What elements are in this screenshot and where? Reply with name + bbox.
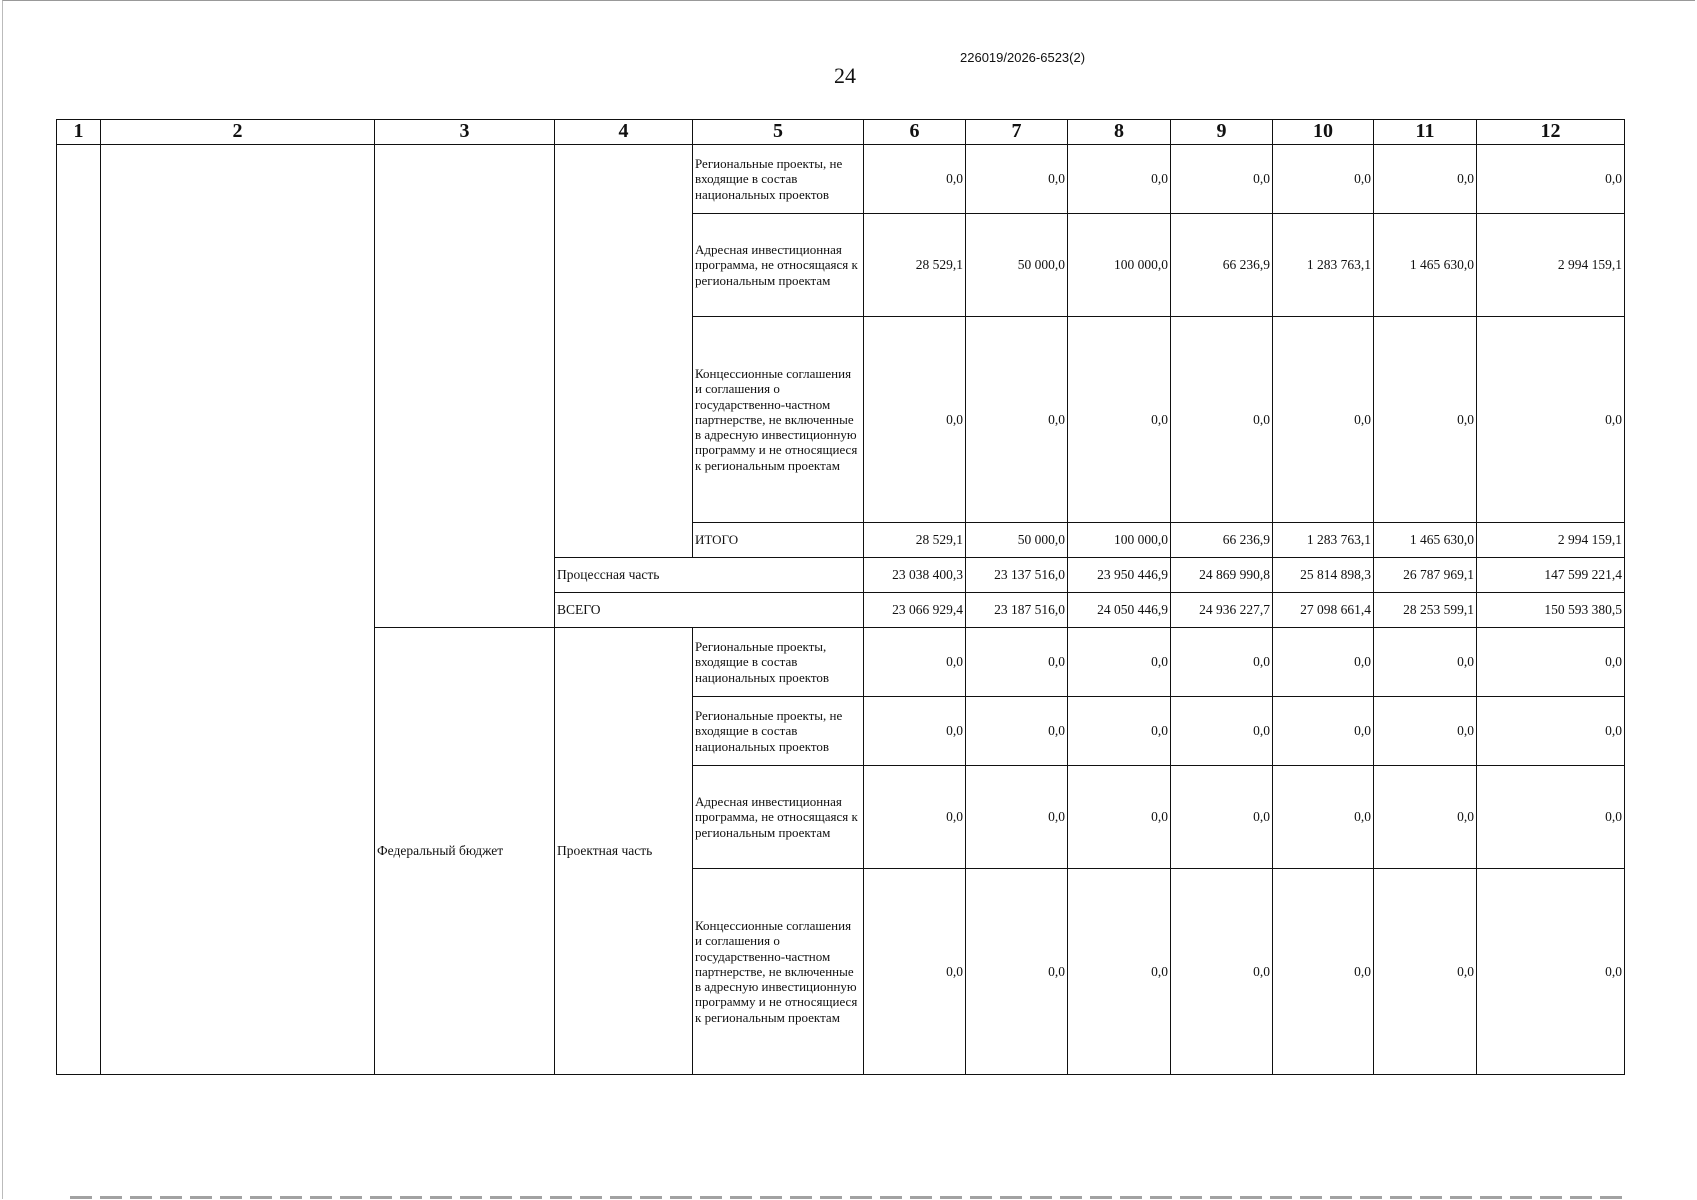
value-cell: 100 000,0 <box>1068 523 1171 558</box>
value-cell: 50 000,0 <box>966 214 1068 317</box>
header-cell: 8 <box>1068 120 1171 145</box>
value-cell: 0,0 <box>1374 628 1477 697</box>
project-part-label: Проектная часть <box>555 628 693 1075</box>
value-cell: 2 994 159,1 <box>1477 214 1625 317</box>
value-cell: 0,0 <box>1068 697 1171 766</box>
value-cell: 0,0 <box>966 317 1068 523</box>
value-cell: 0,0 <box>1068 628 1171 697</box>
header-cell: 6 <box>864 120 966 145</box>
row-label: Концессионные соглашения и соглашения о государственно-частном партнерстве, не включенные в адресную инвестиционную программу и не относящиеся к региональным проектам <box>693 869 864 1075</box>
process-part-label: Процессная часть <box>555 558 864 593</box>
row-label: Концессионные соглашения и соглашения о государственно-частном партнерстве, не включенные в адресную инвестиционную программу и не относящиеся к региональным проектам <box>693 317 864 523</box>
col1-cell <box>57 145 101 1075</box>
value-cell: 0,0 <box>864 628 966 697</box>
header-cell: 7 <box>966 120 1068 145</box>
value-cell: 0,0 <box>1374 317 1477 523</box>
value-cell: 0,0 <box>1374 766 1477 869</box>
value-cell: 0,0 <box>966 697 1068 766</box>
value-cell: 0,0 <box>1068 869 1171 1075</box>
value-cell: 0,0 <box>1477 145 1625 214</box>
value-cell: 0,0 <box>1171 869 1273 1075</box>
row-label: Адресная инвестиционная программа, не относящаяся к региональным проектам <box>693 766 864 869</box>
value-cell: 0,0 <box>864 869 966 1075</box>
value-cell: 100 000,0 <box>1068 214 1171 317</box>
value-cell: 0,0 <box>1477 628 1625 697</box>
header-cell: 2 <box>101 120 375 145</box>
page-number: 24 <box>834 63 856 88</box>
value-cell: 0,0 <box>1171 145 1273 214</box>
value-cell: 23 038 400,3 <box>864 558 966 593</box>
value-cell: 0,0 <box>864 145 966 214</box>
value-cell: 66 236,9 <box>1171 214 1273 317</box>
value-cell: 24 050 446,9 <box>1068 593 1171 628</box>
budget-table <box>56 119 1625 1075</box>
scan-edge-artifact <box>70 1196 1630 1199</box>
value-cell: 0,0 <box>966 766 1068 869</box>
value-cell: 147 599 221,4 <box>1477 558 1625 593</box>
value-cell: 23 187 516,0 <box>966 593 1068 628</box>
value-cell: 28 529,1 <box>864 523 966 558</box>
row-label: Региональные проекты, не входящие в состав национальных проектов <box>693 145 864 214</box>
row-label: Адресная инвестиционная программа, не относящаяся к региональным проектам <box>693 214 864 317</box>
grand-total-label: ВСЕГО <box>555 593 864 628</box>
value-cell: 0,0 <box>1171 697 1273 766</box>
value-cell: 26 787 969,1 <box>1374 558 1477 593</box>
value-cell: 0,0 <box>864 317 966 523</box>
value-cell: 0,0 <box>1374 145 1477 214</box>
value-cell: 0,0 <box>1273 145 1374 214</box>
value-cell: 1 465 630,0 <box>1374 523 1477 558</box>
header-cell: 5 <box>693 120 864 145</box>
header-row <box>57 120 1625 145</box>
value-cell: 150 593 380,5 <box>1477 593 1625 628</box>
header-cell: 12 <box>1477 120 1625 145</box>
header-cell: 10 <box>1273 120 1374 145</box>
value-cell: 23 137 516,0 <box>966 558 1068 593</box>
row-label: Региональные проекты, не входящие в состав национальных проектов <box>693 697 864 766</box>
value-cell: 0,0 <box>864 766 966 869</box>
value-cell: 0,0 <box>1477 697 1625 766</box>
value-cell: 2 994 159,1 <box>1477 523 1625 558</box>
value-cell: 0,0 <box>1374 697 1477 766</box>
value-cell: 1 283 763,1 <box>1273 523 1374 558</box>
value-cell: 0,0 <box>1273 628 1374 697</box>
value-cell: 23 066 929,4 <box>864 593 966 628</box>
value-cell: 0,0 <box>1068 145 1171 214</box>
col4-cell <box>555 145 693 558</box>
value-cell: 0,0 <box>1273 869 1374 1075</box>
value-cell: 50 000,0 <box>966 523 1068 558</box>
value-cell: 1 283 763,1 <box>1273 214 1374 317</box>
header-cell: 3 <box>375 120 555 145</box>
row-label: Региональные проекты, входящие в состав национальных проектов <box>693 628 864 697</box>
value-cell: 0,0 <box>1273 317 1374 523</box>
value-cell: 0,0 <box>1273 697 1374 766</box>
value-cell: 0,0 <box>1477 317 1625 523</box>
value-cell: 0,0 <box>1171 317 1273 523</box>
row-label-total: ИТОГО <box>693 523 864 558</box>
value-cell: 0,0 <box>1374 869 1477 1075</box>
value-cell: 1 465 630,0 <box>1374 214 1477 317</box>
value-cell: 0,0 <box>1477 869 1625 1075</box>
header-cell: 4 <box>555 120 693 145</box>
header-cell: 11 <box>1374 120 1477 145</box>
document-id: 226019/2026-6523(2) <box>960 50 1086 65</box>
col2-cell <box>101 145 375 1075</box>
value-cell: 0,0 <box>864 697 966 766</box>
col3-cell <box>375 145 555 628</box>
value-cell: 0,0 <box>966 145 1068 214</box>
value-cell: 28 529,1 <box>864 214 966 317</box>
value-cell: 0,0 <box>1068 766 1171 869</box>
value-cell: 27 098 661,4 <box>1273 593 1374 628</box>
value-cell: 0,0 <box>966 869 1068 1075</box>
value-cell: 23 950 446,9 <box>1068 558 1171 593</box>
header-cell: 9 <box>1171 120 1273 145</box>
value-cell: 66 236,9 <box>1171 523 1273 558</box>
value-cell: 0,0 <box>1477 766 1625 869</box>
value-cell: 28 253 599,1 <box>1374 593 1477 628</box>
value-cell: 0,0 <box>1273 766 1374 869</box>
value-cell: 24 936 227,7 <box>1171 593 1273 628</box>
value-cell: 0,0 <box>1068 317 1171 523</box>
value-cell: 24 869 990,8 <box>1171 558 1273 593</box>
value-cell: 25 814 898,3 <box>1273 558 1374 593</box>
funding-source-label: Федеральный бюджет <box>375 628 555 1075</box>
header-cell: 1 <box>57 120 101 145</box>
value-cell: 0,0 <box>966 628 1068 697</box>
value-cell: 0,0 <box>1171 766 1273 869</box>
table-row <box>57 145 1625 214</box>
value-cell: 0,0 <box>1171 628 1273 697</box>
